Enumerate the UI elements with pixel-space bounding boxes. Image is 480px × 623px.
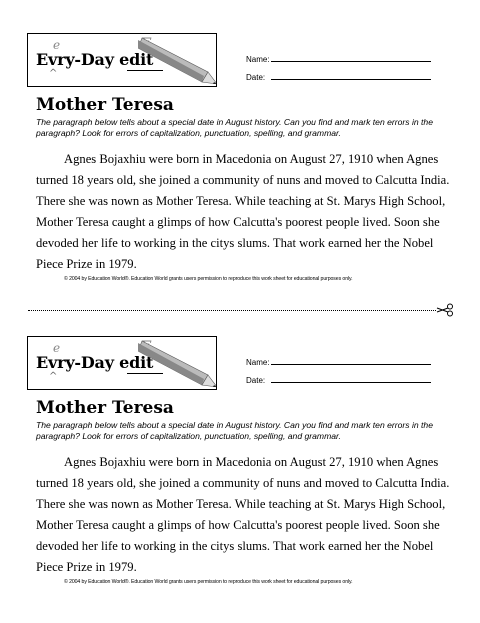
- scissors-icon: [436, 303, 454, 317]
- logo-text: Evry-Day edit: [36, 50, 154, 69]
- copyright-notice: © 2004 by Education World®. Education World grants users permission to reproduce this work sheet for educational purposes only.: [64, 276, 353, 282]
- logo-text: Evry-Day edit: [36, 353, 154, 372]
- instructions: The paragraph below tells about a special date in August history. Can you find and mark ten errors in the paragraph? Look for errors of capitalization, punctuation, spelling, and grammar.: [36, 117, 433, 138]
- name-line: [271, 364, 431, 365]
- date-field[interactable]: [246, 376, 265, 385]
- logo-mark-caret: ^: [49, 371, 58, 382]
- logo-mark-e: e: [53, 341, 61, 355]
- logo-mark-caret: ^: [49, 68, 58, 79]
- pencil-icon: [138, 339, 217, 389]
- evry-day-edit-logo: [27, 336, 217, 390]
- name-label: Name:: [246, 358, 270, 367]
- copyright-notice: © 2004 by Education World®. Education World grants users permission to reproduce this work sheet for educational purposes only.: [64, 579, 353, 585]
- worksheet-bottom: [0, 333, 480, 623]
- date-line: [271, 382, 431, 383]
- worksheet-top: [0, 30, 480, 320]
- edit-passage: Agnes Bojaxhiu were born in Macedonia on August 27, 1910 when Agnes turned 18 years old, she joined a community of nuns and moved to Calcutta India. There she was nown as Mother Teresa. While teaching at St. Marys High School, Mother Teresa caught a glimps of how Calcutta's poorest people lived. Soon she devoded her life to working in the citys slums. That work earned her the Nobel Piece Prize in 1979.: [36, 455, 450, 574]
- date-field[interactable]: [246, 73, 265, 82]
- name-field[interactable]: [246, 55, 270, 64]
- logo-mark-e: e: [53, 38, 61, 52]
- name-line: [271, 61, 431, 62]
- worksheet-title: Mother Teresa: [36, 398, 174, 418]
- worksheet-title: Mother Teresa: [36, 95, 174, 115]
- name-field[interactable]: [246, 358, 270, 367]
- evry-day-edit-logo: [27, 33, 217, 87]
- date-line: [271, 79, 431, 80]
- date-label: Date:: [246, 73, 266, 82]
- pencil-icon: [138, 36, 217, 86]
- edit-passage: Agnes Bojaxhiu were born in Macedonia on August 27, 1910 when Agnes turned 18 years old, she joined a community of nuns and moved to Calcutta India. There she was nown as Mother Teresa. While teaching at St. Marys High School, Mother Teresa caught a glimps of how Calcutta's poorest people lived. Soon she devoded her life to working in the citys slums. That work earned her the Nobel Piece Prize in 1979.: [36, 152, 450, 271]
- instructions: The paragraph below tells about a special date in August history. Can you find and mark ten errors in the paragraph? Look for errors of capitalization, punctuation, spelling, and grammar.: [36, 420, 433, 441]
- date-label: Date:: [246, 376, 266, 385]
- name-label: Name:: [246, 55, 270, 64]
- cut-line: [28, 310, 436, 311]
